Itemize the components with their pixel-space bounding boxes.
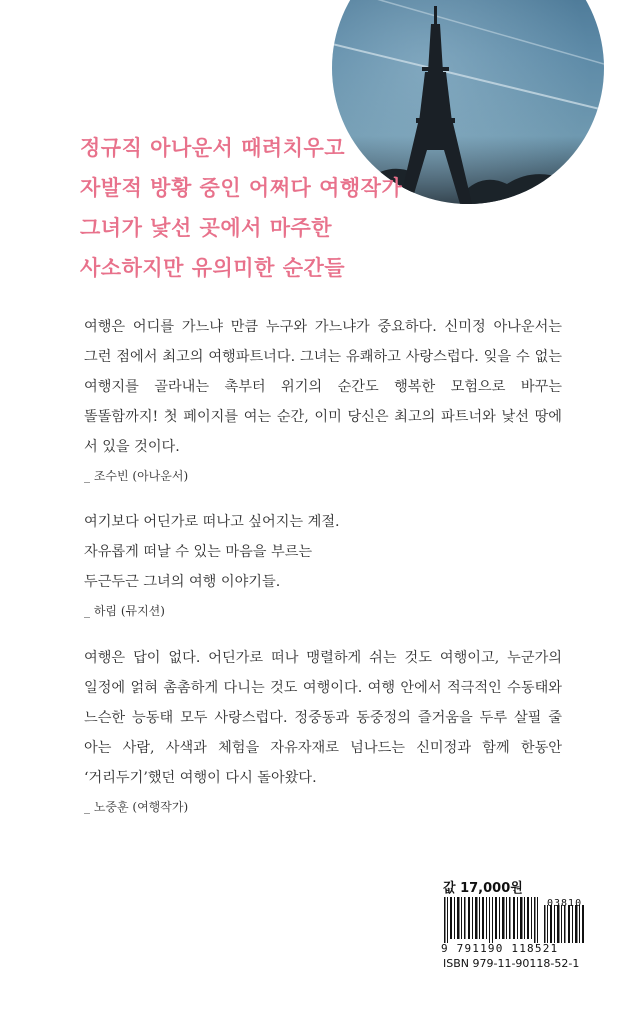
blurb-text: 여행은 어디를 가느냐 만큼 누구와 가느냐가 중요하다. 신미정 아나운서는 그런 점에서 최고의 여행파트너다. 그녀는 유쾌하고 사랑스럽다. 잊을 수 없는 여행지를 골라내는 촉부터 위기의 순간도 행복한 모험으로 바꾸는 똘똘함까지! 첫 페이지를 여는 순간, 이미 당신은 최고의 파트너와 낯선 땅에 서 있을 것이다. [84, 319, 562, 455]
headline [80, 128, 403, 288]
headline-line-1: 정규직 아나운서 때려치우고 [80, 136, 346, 160]
barcode-addon-digits: 03810 [547, 898, 583, 909]
barcode-digits: 9 791190 118521 [441, 942, 559, 955]
price-label: 값 17,000원 [443, 881, 523, 896]
headline-line-4: 사소하지만 유의미한 순간들 [80, 256, 346, 280]
headline-line-2: 자발적 방황 중인 어쩌다 여행작가 [80, 176, 403, 200]
headline-line-3: 그녀가 낯선 곳에서 마주한 [80, 216, 333, 240]
blurb-review-3 [84, 643, 562, 817]
blurb-attribution: _ 하림 (뮤지션) [84, 604, 165, 618]
blurb-review-2 [84, 507, 562, 621]
blurb-attribution: _ 조수빈 (아나운서) [84, 469, 189, 483]
blurb-line: 두근두근 그녀의 여행 이야기들. [84, 574, 281, 590]
isbn-number: ISBN 979-11-90118-52-1 [443, 957, 580, 970]
blurb-attribution: _ 노중훈 (여행작가) [84, 800, 189, 814]
blurb-line: 자유롭게 떠날 수 있는 마음을 부르는 [84, 544, 313, 560]
blurb-line: 여기보다 어딘가로 떠나고 싶어지는 계절. [84, 514, 340, 530]
blurb-text: 여행은 답이 없다. 어딘가로 떠나 맹렬하게 쉬는 것도 여행이고, 누군가의 일정에 얽혀 촘촘하게 다니는 것도 여행이다. 여행 안에서 적극적인 수동태와 느슨한 능동태 모두 사랑스럽다. 정중동과 동중정의 즐거움을 두루 살필 줄 아는 사람, 사색과 체험을 자유자재로 넘나드는 신미정과 함께 한동안 ‘거리두기’했던 여행이 다시 돌아왔다. [84, 650, 562, 786]
blurb-review-1 [84, 312, 562, 486]
